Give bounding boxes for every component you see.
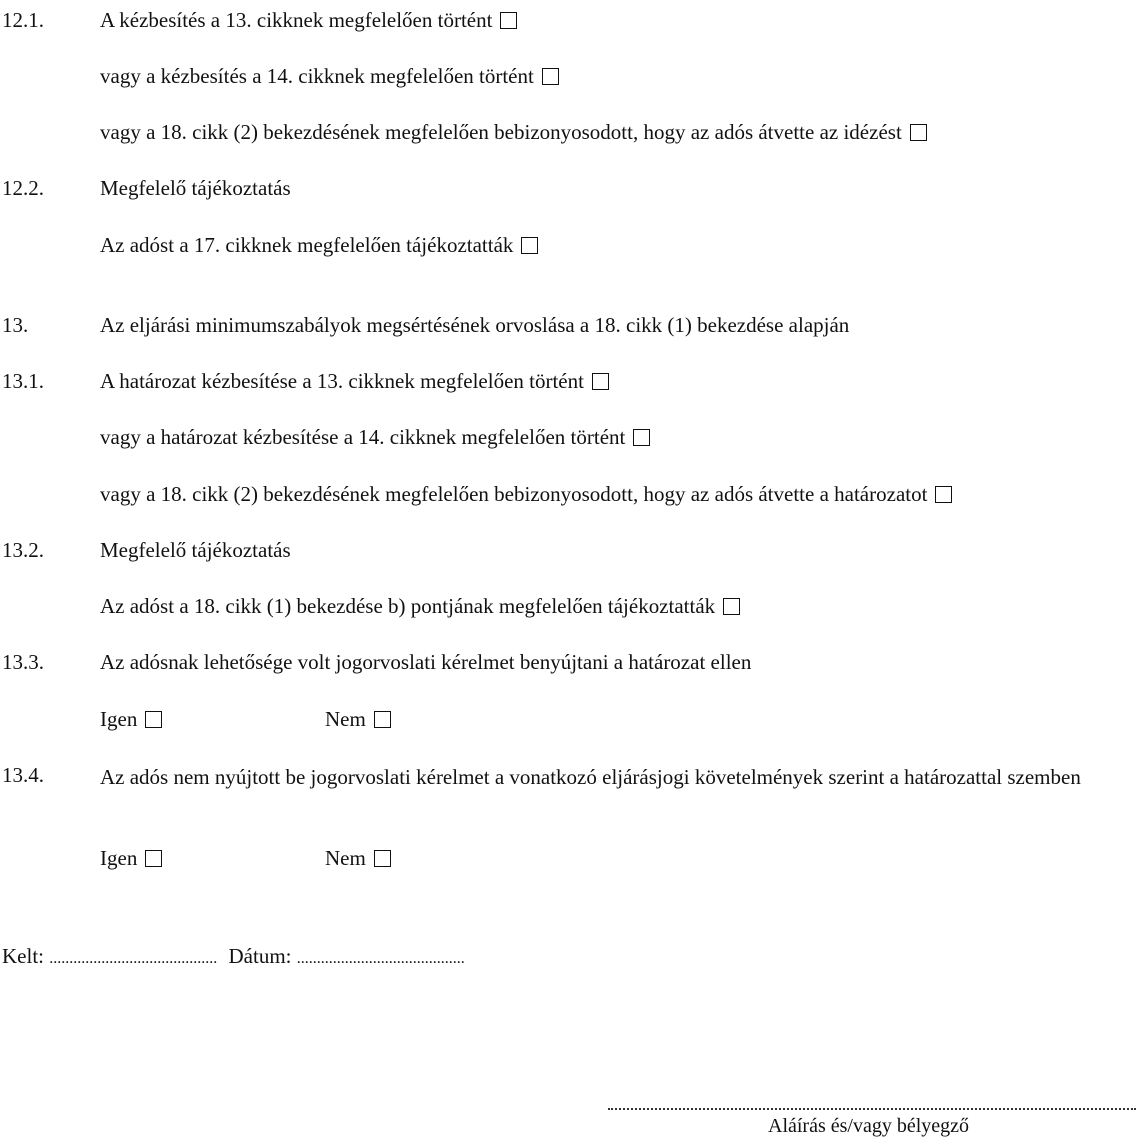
signature-label: Aláírás és/vagy bélyegző — [768, 1115, 970, 1137]
checkbox[interactable] — [500, 12, 517, 29]
item-text: vagy a 18. cikk (2) bekezdésének megfelelően bebizonyosodott, hogy az adós átvette a határozatot — [100, 482, 952, 506]
item-text: Az adóst a 17. cikknek megfelelően tájékoztatták — [100, 233, 538, 257]
checkbox[interactable] — [723, 598, 740, 615]
item-text: A határozat kézbesítése a 13. cikknek megfelelően történt — [100, 369, 609, 393]
place-date-row — [2, 944, 465, 971]
item-number: 13.3. — [2, 650, 44, 674]
item-text: Megfelelő tájékoztatás — [100, 176, 291, 200]
checkbox[interactable] — [521, 237, 538, 254]
item-text: vagy a 18. cikk (2) bekezdésének megfelelően bebizonyosodott, hogy az adós átvette az idézést — [100, 120, 927, 144]
item-text: Az adósnak lehetősége volt jogorvoslati kérelmet benyújtani a határozat ellen — [100, 650, 752, 674]
item-text: Az adós nem nyújtott be jogorvoslati kérelmet a vonatkozó eljárásjogi követelmények szerint a határozattal szemben — [100, 765, 1081, 789]
item-number: 12.1. — [2, 8, 44, 32]
yes-checkbox[interactable] — [145, 711, 162, 728]
checkbox[interactable] — [935, 486, 952, 503]
place-label: Kelt: — [2, 944, 44, 968]
item-number: 13.2. — [2, 538, 44, 562]
item-number: 12.2. — [2, 176, 44, 200]
signature-line[interactable] — [608, 1108, 1136, 1110]
item-text: Megfelelő tájékoztatás — [100, 538, 291, 562]
yes-option: Igen — [100, 846, 162, 870]
checkbox[interactable] — [592, 373, 609, 390]
item-number: 13.4. — [2, 763, 44, 787]
checkbox[interactable] — [910, 124, 927, 141]
no-checkbox[interactable] — [374, 850, 391, 867]
yes-checkbox[interactable] — [145, 850, 162, 867]
no-checkbox[interactable] — [374, 711, 391, 728]
item-text: Az adóst a 18. cikk (1) bekezdése b) pontjának megfelelően tájékoztatták — [100, 594, 740, 618]
date-label: Dátum: — [228, 944, 292, 968]
no-option: Nem — [325, 846, 391, 870]
item-text: A kézbesítés a 13. cikknek megfelelően történt — [100, 8, 517, 32]
item-text: Az eljárási minimumszabályok megsértésének orvoslása a 18. cikk (1) bekezdése alapján — [100, 313, 850, 337]
date-field[interactable]: .......................................... — [296, 950, 465, 967]
item-text: vagy a kézbesítés a 14. cikknek megfelelően történt — [100, 64, 559, 88]
yes-option: Igen — [100, 707, 162, 731]
item-text: vagy a határozat kézbesítése a 14. cikknek megfelelően történt — [100, 425, 650, 449]
item-number: 13.1. — [2, 369, 44, 393]
place-field[interactable]: .......................................... — [49, 950, 218, 967]
checkbox[interactable] — [633, 429, 650, 446]
item-number: 13. — [2, 313, 29, 337]
checkbox[interactable] — [542, 68, 559, 85]
no-option: Nem — [325, 707, 391, 731]
